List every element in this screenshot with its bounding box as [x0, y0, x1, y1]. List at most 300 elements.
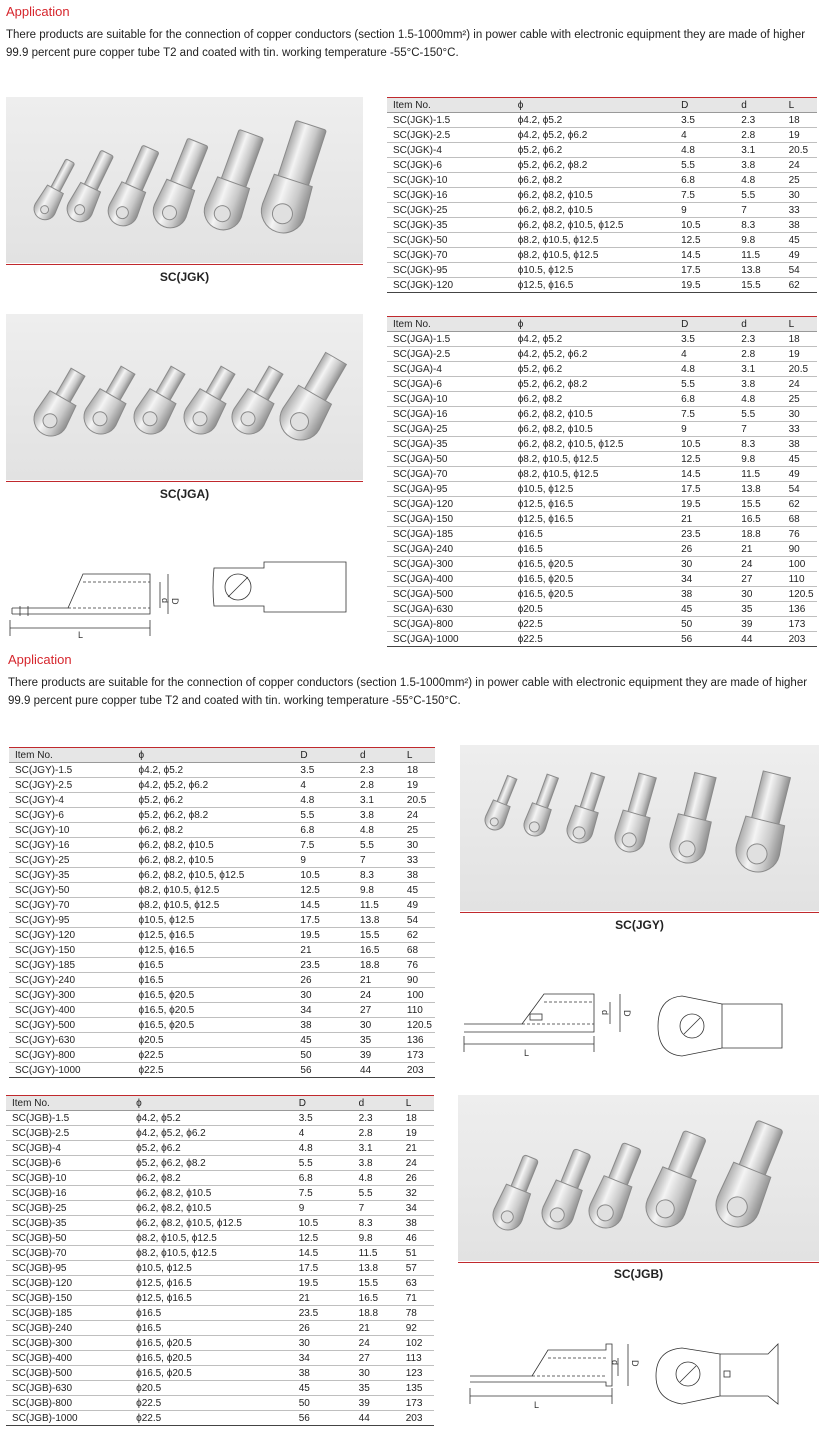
table-cell: ϕ22.5: [130, 1396, 293, 1411]
table-row: [6, 1156, 434, 1171]
table-cell: ϕ16.5, ϕ20.5: [512, 572, 675, 587]
table-cell: 50: [294, 1048, 354, 1063]
table-cell: 14.5: [675, 248, 735, 263]
jgb-drawing-d-label: d: [610, 1360, 620, 1366]
table-cell: 3.1: [354, 793, 401, 808]
table-cell: 30: [401, 838, 435, 853]
table-cell: 3.8: [735, 377, 782, 392]
table-cell: 21: [293, 1291, 353, 1306]
table-cell: 24: [783, 158, 817, 173]
table-cell: ϕ10.5, ϕ12.5: [133, 913, 295, 928]
table-cell: SC(JGY)-35: [9, 868, 133, 883]
table-cell: ϕ12.5, ϕ16.5: [512, 497, 675, 512]
table-cell: 5.5: [294, 808, 354, 823]
table-cell: ϕ5.2, ϕ6.2, ϕ8.2: [512, 158, 675, 173]
table-row: [6, 1366, 434, 1381]
jgb-caption: SC(JGB): [613, 1267, 664, 1281]
table-cell: 11.5: [353, 1246, 400, 1261]
table-cell: 38: [783, 218, 817, 233]
table-cell: SC(JGK)-4: [387, 143, 512, 158]
table-cell: 45: [294, 1033, 354, 1048]
table-cell: ϕ16.5, ϕ20.5: [512, 587, 675, 602]
table-cell: SC(JGA)-6: [387, 377, 512, 392]
table-cell: 30: [354, 1018, 401, 1033]
column-header: d: [354, 748, 401, 763]
table-cell: 21: [675, 512, 735, 527]
table-cell: 110: [401, 1003, 435, 1018]
application-text-2: [8, 674, 807, 710]
table-row: [6, 1336, 434, 1351]
table-cell: 24: [401, 808, 435, 823]
table-cell: 16.5: [354, 943, 401, 958]
table-cell: SC(JGB)-6: [6, 1156, 130, 1171]
table-cell: 9.8: [735, 233, 782, 248]
table-cell: SC(JGY)-800: [9, 1048, 133, 1063]
table-cell: 21: [354, 973, 401, 988]
table-cell: ϕ10.5, ϕ12.5: [512, 482, 675, 497]
table-cell: 78: [400, 1306, 434, 1321]
table-header-row: [387, 317, 817, 332]
table-cell: 173: [401, 1048, 435, 1063]
table-cell: ϕ12.5, ϕ16.5: [133, 943, 295, 958]
table-cell: 49: [401, 898, 435, 913]
table-row: [6, 1396, 434, 1411]
table-cell: 56: [293, 1411, 353, 1426]
table-cell: ϕ8.2, ϕ10.5, ϕ12.5: [133, 883, 295, 898]
table-cell: 30: [783, 407, 817, 422]
table-cell: 18.8: [353, 1306, 400, 1321]
table-cell: SC(JGY)-240: [9, 973, 133, 988]
table-cell: 38: [675, 587, 735, 602]
jgy-spec-table: [9, 747, 435, 1078]
table-cell: 15.5: [735, 278, 782, 293]
table-row: [9, 943, 435, 958]
table-cell: 4.8: [735, 392, 782, 407]
table-cell: 50: [675, 617, 735, 632]
table-cell: ϕ4.2, ϕ5.2: [130, 1111, 293, 1126]
table-cell: 30: [294, 988, 354, 1003]
table-cell: 3.8: [353, 1156, 400, 1171]
table-cell: 15.5: [735, 497, 782, 512]
table-cell: 3.1: [735, 362, 782, 377]
table-cell: SC(JGY)-150: [9, 943, 133, 958]
table-row: [387, 248, 817, 263]
table-cell: ϕ16.5: [512, 542, 675, 557]
jgy-drawing-L-label: L: [524, 1048, 530, 1058]
table-cell: 45: [675, 602, 735, 617]
jga-drawing-d-label: d: [160, 598, 170, 604]
table-cell: 120.5: [783, 587, 817, 602]
table-cell: SC(JGA)-70: [387, 467, 512, 482]
table-cell: SC(JGY)-16: [9, 838, 133, 853]
table-row: [387, 452, 817, 467]
table-cell: 12.5: [293, 1231, 353, 1246]
column-header: L: [783, 98, 817, 113]
column-header: D: [675, 317, 735, 332]
table-cell: 25: [783, 392, 817, 407]
table-row: [387, 437, 817, 452]
table-cell: 45: [783, 452, 817, 467]
application-text-line-2: 99.9 percent pure copper tube T2 and coated with tin. working temperature -55°C-150°C.: [6, 47, 459, 59]
table-row: [387, 332, 817, 347]
table-cell: 4.8: [354, 823, 401, 838]
table-cell: 62: [401, 928, 435, 943]
table-cell: 26: [294, 973, 354, 988]
jgk-product-photo: [6, 97, 363, 263]
jgb-product-photo: [458, 1095, 819, 1261]
jgb-technical-drawing: [468, 1338, 819, 1414]
table-cell: ϕ12.5, ϕ16.5: [512, 278, 675, 293]
table-cell: 7.5: [294, 838, 354, 853]
table-cell: 18.8: [354, 958, 401, 973]
table-cell: 20.5: [783, 362, 817, 377]
table-cell: 12.5: [675, 233, 735, 248]
table-row: [387, 602, 817, 617]
jga-divider: [6, 481, 363, 482]
table-row: [9, 898, 435, 913]
table-cell: SC(JGY)-10: [9, 823, 133, 838]
jga-lugs-illustration: [6, 314, 363, 480]
table-cell: 49: [783, 248, 817, 263]
table-cell: 9: [675, 203, 735, 218]
table-row: [6, 1291, 434, 1306]
table-cell: SC(JGA)-95: [387, 482, 512, 497]
table-cell: SC(JGA)-120: [387, 497, 512, 512]
table-cell: SC(JGY)-185: [9, 958, 133, 973]
table-cell: 38: [401, 868, 435, 883]
table-cell: 76: [401, 958, 435, 973]
table-row: [387, 587, 817, 602]
table-row: [387, 467, 817, 482]
table-cell: 25: [401, 823, 435, 838]
table-cell: SC(JGY)-1000: [9, 1063, 133, 1078]
table-row: [387, 173, 817, 188]
table-cell: SC(JGY)-630: [9, 1033, 133, 1048]
table-cell: SC(JGK)-50: [387, 233, 512, 248]
table-cell: ϕ5.2, ϕ6.2: [512, 362, 675, 377]
table-row: [9, 793, 435, 808]
table-cell: SC(JGY)-1.5: [9, 763, 133, 778]
jgb-lugs-illustration: [458, 1095, 819, 1261]
table-row: [387, 128, 817, 143]
table-cell: 13.8: [353, 1261, 400, 1276]
table-row: [387, 203, 817, 218]
table-cell: ϕ5.2, ϕ6.2, ϕ8.2: [512, 377, 675, 392]
table-cell: 13.8: [354, 913, 401, 928]
column-header: Item No.: [9, 748, 133, 763]
table-cell: SC(JGY)-300: [9, 988, 133, 1003]
table-cell: 45: [293, 1381, 353, 1396]
column-header: L: [401, 748, 435, 763]
table-cell: 54: [783, 263, 817, 278]
table-cell: SC(JGB)-25: [6, 1201, 130, 1216]
table-cell: 46: [400, 1231, 434, 1246]
table-cell: ϕ6.2, ϕ8.2, ϕ10.5: [512, 407, 675, 422]
table-cell: 33: [783, 422, 817, 437]
table-cell: 18.8: [735, 527, 782, 542]
table-row: [9, 838, 435, 853]
table-cell: ϕ6.2, ϕ8.2: [130, 1171, 293, 1186]
table-cell: ϕ22.5: [130, 1411, 293, 1426]
table-cell: SC(JGB)-1.5: [6, 1111, 130, 1126]
table-cell: SC(JGY)-500: [9, 1018, 133, 1033]
table-cell: 7.5: [675, 188, 735, 203]
table-cell: ϕ6.2, ϕ8.2, ϕ10.5: [512, 203, 675, 218]
column-header: D: [294, 748, 354, 763]
table-cell: ϕ8.2, ϕ10.5, ϕ12.5: [512, 452, 675, 467]
table-cell: 6.8: [294, 823, 354, 838]
table-cell: SC(JGB)-630: [6, 1381, 130, 1396]
jga-caption: SC(JGA): [159, 487, 210, 501]
table-cell: 18: [783, 332, 817, 347]
table-row: [6, 1126, 434, 1141]
table-cell: 110: [783, 572, 817, 587]
table-cell: ϕ16.5: [512, 527, 675, 542]
table-row: [9, 1048, 435, 1063]
table-cell: SC(JGK)-70: [387, 248, 512, 263]
table-cell: 19.5: [675, 278, 735, 293]
table-cell: 4.8: [675, 362, 735, 377]
table-cell: ϕ5.2, ϕ6.2, ϕ8.2: [133, 808, 295, 823]
application-heading-1: Application: [6, 4, 70, 19]
table-cell: 19.5: [294, 928, 354, 943]
table-cell: 38: [294, 1018, 354, 1033]
table-cell: SC(JGY)-70: [9, 898, 133, 913]
table-cell: 20.5: [783, 143, 817, 158]
table-row: [387, 572, 817, 587]
table-cell: 14.5: [675, 467, 735, 482]
table-cell: ϕ16.5, ϕ20.5: [133, 988, 295, 1003]
table-cell: 21: [294, 943, 354, 958]
table-cell: ϕ6.2, ϕ8.2, ϕ10.5, ϕ12.5: [512, 437, 675, 452]
table-cell: 26: [675, 542, 735, 557]
table-cell: 5.5: [293, 1156, 353, 1171]
table-cell: 38: [293, 1366, 353, 1381]
table-cell: ϕ10.5, ϕ12.5: [512, 263, 675, 278]
table-cell: SC(JGB)-10: [6, 1171, 130, 1186]
column-header: ϕ: [512, 98, 675, 113]
table-cell: 56: [675, 632, 735, 647]
table-cell: 39: [735, 617, 782, 632]
table-row: [387, 143, 817, 158]
table-cell: SC(JGY)-95: [9, 913, 133, 928]
table-row: [6, 1351, 434, 1366]
table-cell: 14.5: [293, 1246, 353, 1261]
table-header-row: [6, 1096, 434, 1111]
table-cell: 7: [735, 422, 782, 437]
table-row: [387, 377, 817, 392]
table-header-row: [9, 748, 435, 763]
column-header: Item No.: [387, 317, 512, 332]
table-cell: 17.5: [675, 482, 735, 497]
table-cell: SC(JGK)-120: [387, 278, 512, 293]
table-row: [6, 1111, 434, 1126]
table-row: [387, 233, 817, 248]
table-cell: 27: [735, 572, 782, 587]
table-cell: 2.3: [735, 332, 782, 347]
table-cell: 3.5: [293, 1111, 353, 1126]
table-cell: ϕ5.2, ϕ6.2: [133, 793, 295, 808]
table-cell: 3.1: [353, 1141, 400, 1156]
table-row: [9, 928, 435, 943]
table-cell: ϕ8.2, ϕ10.5, ϕ12.5: [130, 1246, 293, 1261]
table-cell: 76: [783, 527, 817, 542]
table-cell: SC(JGA)-240: [387, 542, 512, 557]
table-cell: 56: [294, 1063, 354, 1078]
table-cell: 57: [400, 1261, 434, 1276]
jgy-drawing-D-label: D: [622, 1010, 632, 1017]
table-row: [9, 1018, 435, 1033]
table-cell: 9.8: [735, 452, 782, 467]
jga-spec-table: [387, 316, 817, 647]
table-cell: 10.5: [675, 437, 735, 452]
table-cell: 24: [783, 377, 817, 392]
table-cell: SC(JGA)-16: [387, 407, 512, 422]
jgb-drawing-D-label: D: [630, 1360, 640, 1367]
table-cell: 35: [353, 1381, 400, 1396]
table-cell: 9.8: [353, 1231, 400, 1246]
table-cell: SC(JGK)-16: [387, 188, 512, 203]
table-cell: 68: [783, 512, 817, 527]
jgk-lugs-illustration: [6, 97, 363, 263]
column-header: ϕ: [512, 317, 675, 332]
table-row: [9, 778, 435, 793]
table-cell: SC(JGA)-630: [387, 602, 512, 617]
table-row: [9, 1033, 435, 1048]
table-cell: 32: [400, 1186, 434, 1201]
table-cell: 24: [353, 1336, 400, 1351]
table-cell: 2.8: [354, 778, 401, 793]
table-cell: 7.5: [675, 407, 735, 422]
table-cell: SC(JGY)-4: [9, 793, 133, 808]
jgb-drawing-L-label: L: [534, 1400, 540, 1410]
jgy-lugs-illustration: [460, 745, 819, 911]
table-cell: 8.3: [735, 218, 782, 233]
table-cell: 120.5: [401, 1018, 435, 1033]
table-cell: 11.5: [735, 467, 782, 482]
table-cell: 19: [783, 347, 817, 362]
table-cell: 30: [675, 557, 735, 572]
table-cell: ϕ20.5: [512, 602, 675, 617]
table-cell: ϕ22.5: [512, 617, 675, 632]
table-row: [6, 1381, 434, 1396]
column-header: L: [783, 317, 817, 332]
table-cell: SC(JGB)-70: [6, 1246, 130, 1261]
table-cell: ϕ22.5: [133, 1048, 295, 1063]
jgy-product-photo: [460, 745, 819, 911]
table-cell: 5.5: [353, 1186, 400, 1201]
table-cell: 39: [353, 1396, 400, 1411]
table-cell: 7: [353, 1201, 400, 1216]
table-cell: ϕ4.2, ϕ5.2, ϕ6.2: [133, 778, 295, 793]
table-row: [6, 1231, 434, 1246]
table-cell: SC(JGY)-50: [9, 883, 133, 898]
table-cell: 4: [294, 778, 354, 793]
table-cell: ϕ6.2, ϕ8.2, ϕ10.5: [512, 188, 675, 203]
table-cell: ϕ5.2, ϕ6.2, ϕ8.2: [130, 1156, 293, 1171]
table-cell: 4: [675, 128, 735, 143]
table-cell: 45: [401, 883, 435, 898]
table-cell: 136: [401, 1033, 435, 1048]
table-cell: ϕ4.2, ϕ5.2: [512, 332, 675, 347]
table-row: [9, 958, 435, 973]
table-cell: 18: [400, 1111, 434, 1126]
table-cell: 9: [294, 853, 354, 868]
table-row: [387, 347, 817, 362]
table-cell: 54: [783, 482, 817, 497]
table-cell: 92: [400, 1321, 434, 1336]
table-cell: 4.8: [293, 1141, 353, 1156]
table-cell: 33: [783, 203, 817, 218]
table-cell: SC(JGA)-1.5: [387, 332, 512, 347]
application-text-line-1: There products are suitable for the connection of copper conductors (section 1.5-1000mm²) in power cable with electronic equipment they are made of higher: [8, 677, 808, 689]
jgy-technical-drawing: [462, 988, 819, 1064]
table-cell: 17.5: [293, 1261, 353, 1276]
table-cell: 19: [783, 128, 817, 143]
table-row: [6, 1246, 434, 1261]
table-cell: 27: [353, 1351, 400, 1366]
table-row: [387, 188, 817, 203]
table-cell: SC(JGA)-500: [387, 587, 512, 602]
table-cell: 19: [400, 1126, 434, 1141]
table-cell: ϕ6.2, ϕ8.2, ϕ10.5: [512, 422, 675, 437]
table-cell: ϕ20.5: [133, 1033, 295, 1048]
table-cell: 4.8: [735, 173, 782, 188]
table-cell: 27: [354, 1003, 401, 1018]
table-cell: 3.5: [294, 763, 354, 778]
table-cell: ϕ12.5, ϕ16.5: [512, 512, 675, 527]
table-cell: 45: [783, 233, 817, 248]
table-cell: 62: [783, 278, 817, 293]
table-cell: 5.5: [354, 838, 401, 853]
table-cell: SC(JGA)-1000: [387, 632, 512, 647]
table-cell: ϕ10.5, ϕ12.5: [130, 1261, 293, 1276]
table-cell: 13.8: [735, 263, 782, 278]
table-cell: 23.5: [294, 958, 354, 973]
table-cell: 50: [293, 1396, 353, 1411]
application-text-line-1: There products are suitable for the connection of copper conductors (section 1.5-1000mm²) in power cable with electronic equipment they are made of higher: [6, 29, 806, 41]
table-cell: 10.5: [294, 868, 354, 883]
table-cell: ϕ8.2, ϕ10.5, ϕ12.5: [133, 898, 295, 913]
table-cell: 13.8: [735, 482, 782, 497]
table-header-row: [387, 98, 817, 113]
table-cell: ϕ16.5: [133, 958, 295, 973]
table-cell: 21: [400, 1141, 434, 1156]
table-cell: 5.5: [675, 377, 735, 392]
table-cell: SC(JGB)-185: [6, 1306, 130, 1321]
application-text-line-2: 99.9 percent pure copper tube T2 and coated with tin. working temperature -55°C-150°C.: [8, 695, 461, 707]
table-cell: 100: [401, 988, 435, 1003]
table-cell: ϕ12.5, ϕ16.5: [130, 1291, 293, 1306]
column-header: Item No.: [387, 98, 512, 113]
table-cell: 17.5: [675, 263, 735, 278]
table-cell: ϕ16.5, ϕ20.5: [130, 1366, 293, 1381]
table-row: [6, 1186, 434, 1201]
jgk-spec-table: [387, 97, 817, 293]
table-cell: SC(JGK)-2.5: [387, 128, 512, 143]
table-row: [6, 1276, 434, 1291]
jgy-divider: [460, 912, 819, 913]
table-cell: SC(JGB)-1000: [6, 1411, 130, 1426]
table-cell: 16.5: [353, 1291, 400, 1306]
table-row: [9, 853, 435, 868]
table-row: [387, 278, 817, 293]
table-cell: 3.5: [675, 332, 735, 347]
table-cell: 49: [783, 467, 817, 482]
jgy-caption: SC(JGY): [615, 918, 664, 932]
table-cell: 21: [353, 1321, 400, 1336]
table-cell: 34: [293, 1351, 353, 1366]
